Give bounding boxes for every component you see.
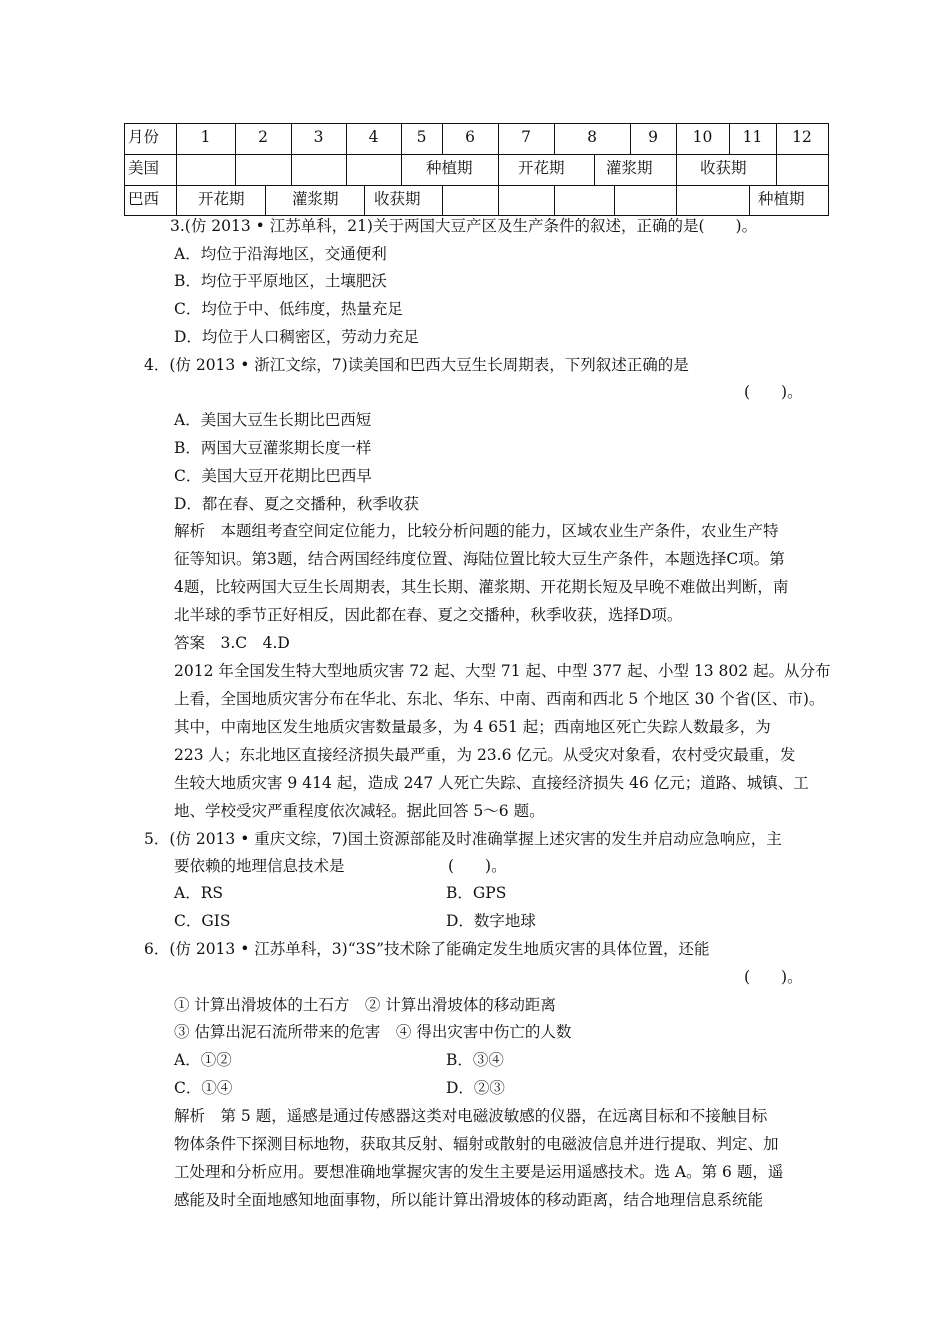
table-header-cell: 12: [792, 128, 812, 146]
table-header-cell: 6: [465, 128, 475, 146]
question-6-option: A．①②: [174, 1051, 232, 1069]
passage-line: 上看，全国地质灾害分布在华北、东北、华东、中南、西南和西北 5 个地区 30 个省(区、市)。: [174, 690, 825, 708]
question-4-option: B．两国大豆灌浆期长度一样: [174, 439, 372, 457]
question-3-option: C．均位于中、低纬度，热量充足: [174, 300, 403, 318]
question-3-option: A．均位于沿海地区，交通便利: [174, 245, 387, 263]
question-6-items: ③ 估算出泥石流所带来的危害 ④ 得出灾害中伤亡的人数: [174, 1023, 572, 1041]
passage-line: 223 人；东北地区直接经济损失最严重，为 23.6 亿元。从受灾对象看，农村受灾最重，发: [174, 746, 796, 764]
question-6-items: ① 计算出滑坡体的土石方 ② 计算出滑坡体的移动距离: [174, 996, 556, 1014]
question-6-answer-blank: ( )。: [744, 968, 803, 986]
period-cell: 种植期: [426, 159, 473, 177]
table-header-cell: 1: [200, 128, 211, 146]
analysis-line: 物体条件下探测目标地物，获取其反射、辐射或散射的电磁波信息并进行提取、判定、加: [174, 1135, 779, 1153]
question-5-stem: 5．(仿 2013 • 重庆文综，7)国土资源部能及时准确掌握上述灾害的发生并启动应急响应，主: [144, 830, 782, 848]
table-header-cell: 7: [521, 128, 531, 146]
growth-period-table: [124, 123, 829, 216]
table-header-cell: 4: [368, 128, 379, 146]
table-header-cell: 10: [692, 128, 713, 146]
analysis-line: 工处理和分析应用。要想准确地掌握灾害的发生主要是运用遥感技术。选 A。第 6 题，遥: [174, 1163, 784, 1181]
period-cell: 灌浆期: [606, 159, 653, 177]
analysis-line: 感能及时全面地感知地面事物，所以能计算出滑坡体的移动距离，结合地理信息系统能: [174, 1191, 764, 1209]
analysis-line: 北半球的季节正好相反，因此都在春、夏之交播种，秋季收获，选择D项。: [174, 606, 683, 624]
question-5-option: B．GPS: [446, 884, 507, 902]
question-4-answer-blank: ( )。: [744, 383, 803, 401]
question-5-stem: 要依赖的地理信息技术是: [174, 857, 345, 875]
table-header-cell: 3: [313, 128, 324, 146]
question-4-option: C．美国大豆开花期比巴西早: [174, 467, 372, 485]
period-cell: 开花期: [518, 159, 565, 177]
question-4-option: D．都在春、夏之交播种，秋季收获: [174, 495, 419, 513]
table-header-row: [124, 123, 829, 154]
period-cell: 种植期: [758, 190, 805, 208]
analysis-line: 4题，比较两国大豆生长周期表，其生长期、灌浆期、开花期长短及早晚不难做出判断，南: [174, 578, 789, 596]
question-5-option: A．RS: [174, 884, 223, 902]
table-header-cell: 5: [416, 128, 427, 146]
question-3-stem: 3.(仿 2013 • 江苏单科，21)关于两国大豆产区及生产条件的叙述，正确的是( )。: [170, 217, 758, 235]
answer-line: 答案 3.C 4.D: [174, 634, 290, 652]
question-4-stem: 4．(仿 2013 • 浙江文综，7)读美国和巴西大豆生长周期表，下列叙述正确的是: [144, 356, 689, 374]
period-cell: 收获期: [374, 190, 421, 208]
table-header-cell: 8: [587, 128, 597, 146]
passage-line: 2012 年全国发生特大型地质灾害 72 起、大型 71 起、中型 377 起、小型 13 802 起。从分布: [174, 662, 831, 680]
table-header-cell: 9: [648, 128, 658, 146]
period-cell: 灌浆期: [292, 190, 339, 208]
question-6-option: B．③④: [446, 1051, 504, 1069]
period-cell: 收获期: [700, 159, 747, 177]
period-cell: 开花期: [198, 190, 245, 208]
table-row-usa: [124, 154, 829, 185]
question-3-option: D．均位于人口稠密区，劳动力充足: [174, 328, 419, 346]
table-row-brazil: [124, 185, 829, 216]
analysis-line: 解析 第 5 题，遥感是通过传感器这类对电磁波敏感的仪器，在远离目标和不接触目标: [174, 1107, 768, 1125]
table-header-cell: 11: [742, 128, 763, 146]
row-label: 美国: [128, 159, 160, 177]
table-header-cell: 2: [258, 128, 268, 146]
question-5-answer-blank: ( )。: [448, 857, 507, 875]
question-3-option: B．均位于平原地区，土壤肥沃: [174, 272, 387, 290]
passage-line: 地、学校受灾严重程度依次减轻。据此回答 5～6 题。: [174, 802, 545, 820]
question-6-option: C．①④: [174, 1079, 233, 1097]
question-6-option: D．②③: [446, 1079, 505, 1097]
analysis-line: 解析 本题组考查空间定位能力，比较分析问题的能力，区域农业生产条件，农业生产特: [174, 522, 779, 540]
table-header-cell: 月份: [128, 128, 160, 146]
question-5-option: C．GIS: [174, 912, 231, 930]
question-6-stem: 6．(仿 2013 • 江苏单科，3)“3S”技术除了能确定发生地质灾害的具体位置，还能: [144, 940, 710, 958]
question-4-option: A．美国大豆生长期比巴西短: [174, 411, 372, 429]
question-5-option: D．数字地球: [446, 912, 536, 930]
passage-line: 生较大地质灾害 9 414 起，造成 247 人死亡失踪、直接经济损失 46 亿元；道路、城镇、工: [174, 774, 809, 792]
analysis-line: 征等知识。第3题，结合两国经纬度位置、海陆位置比较大豆生产条件，本题选择C项。第: [174, 550, 785, 568]
passage-line: 其中，中南地区发生地质灾害数量最多，为 4 651 起；西南地区死亡失踪人数最多，为: [174, 718, 771, 736]
row-label: 巴西: [128, 190, 160, 208]
